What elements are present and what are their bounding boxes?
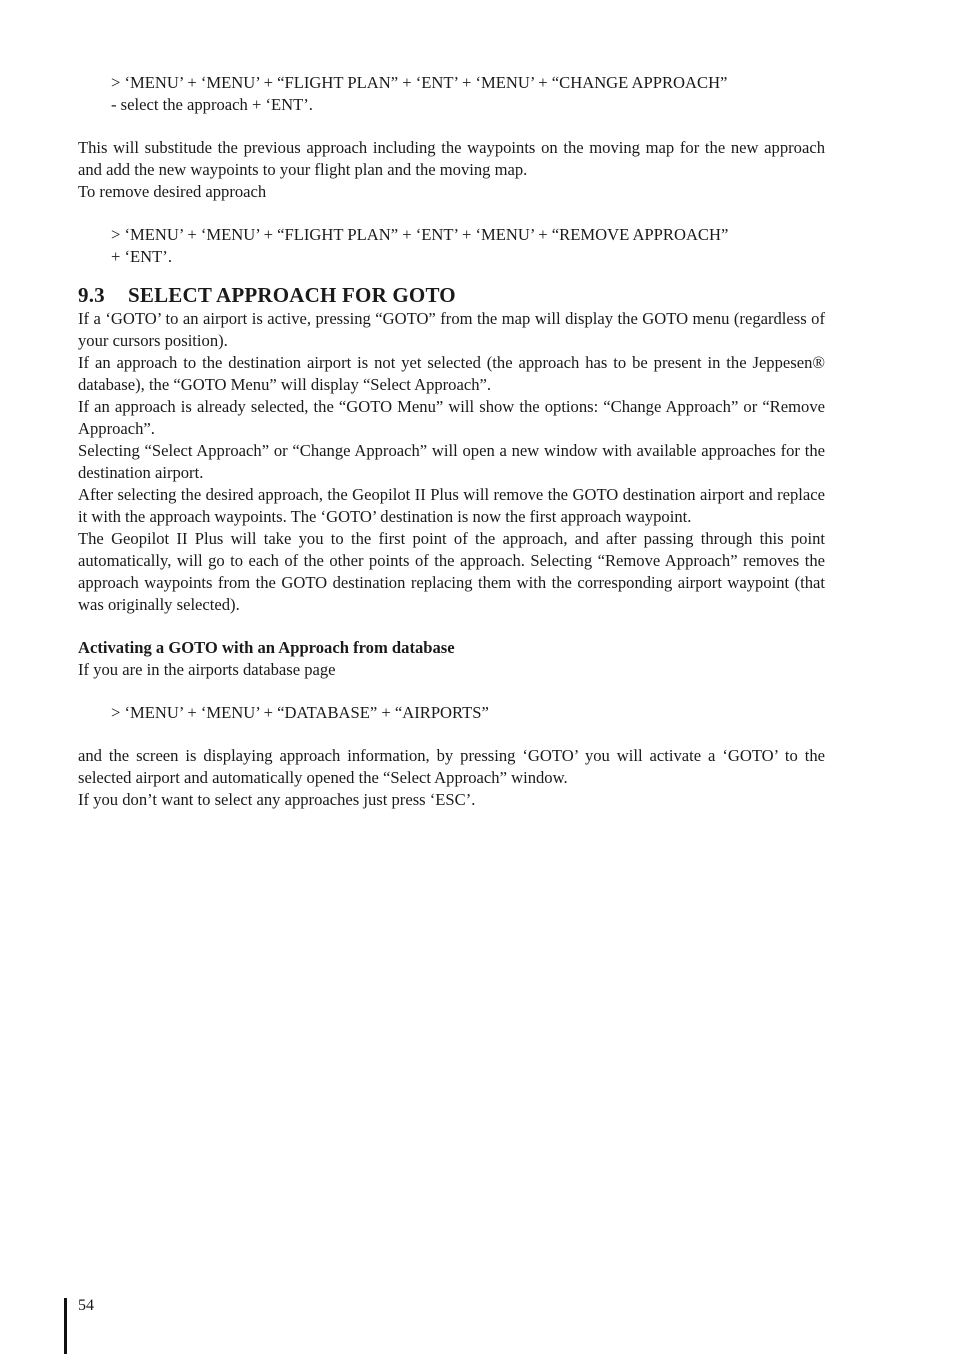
section-heading [78, 282, 825, 308]
paragraph-substitute-approach: This will substitude the previous approach including the waypoints on the moving map for the new approach and add the new waypoints to your flight plan and the moving map. [78, 138, 825, 179]
page-content [78, 72, 825, 811]
paragraph-press-esc: If you don’t want to select any approaches just press ‘ESC’. [78, 790, 476, 809]
section-paragraph: If an approach is already selected, the “GOTO Menu” will show the options: “Change Approach” or “Remove Approach”. [78, 397, 825, 438]
section-paragraph: Selecting “Select Approach” or “Change Approach” will open a new window with available approaches for the destination airport. [78, 441, 825, 482]
section-paragraph: After selecting the desired approach, the Geopilot II Plus will remove the GOTO destination airport and replace it with the approach waypoints. The ‘GOTO’ destination is now the first approach waypoint. [78, 485, 825, 526]
command-database-airports: > ‘MENU’ + ‘MENU’ + “DATABASE” + “AIRPORTS” [111, 703, 489, 722]
subheading-activating-goto: Activating a GOTO with an Approach from database [78, 638, 455, 657]
command-remove-approach-line1: > ‘MENU’ + ‘MENU’ + “FLIGHT PLAN” + ‘ENT’ + ‘MENU’ + “REMOVE APPROACH” [111, 225, 729, 244]
command-change-approach-line1: > ‘MENU’ + ‘MENU’ + “FLIGHT PLAN” + ‘ENT’ + ‘MENU’ + “CHANGE APPROACH” [111, 73, 728, 92]
section-title: SELECT APPROACH FOR GOTO [128, 283, 456, 307]
section-paragraph: The Geopilot II Plus will take you to the first point of the approach, and after passing through this point automatically, will go to each of the other points of the approach. Selecting “Remove Approach” removes the approach waypoints from the GOTO destination replacing them with the corresponding airport waypoint (that was originally selected). [78, 529, 825, 614]
section-paragraph: If an approach to the destination airport is not yet selected (the approach has to be present in the Jeppesen® database), the “GOTO Menu” will display “Select Approach”. [78, 353, 825, 394]
page-number: 54 [78, 1297, 94, 1314]
paragraph-remove-intro: To remove desired approach [78, 182, 267, 201]
section-paragraph: If a ‘GOTO’ to an airport is active, pressing “GOTO” from the map will display the GOTO menu (regardless of your cursors position). [78, 309, 825, 350]
paragraph-airports-intro: If you are in the airports database page [78, 660, 336, 679]
footer-margin-bar [64, 1298, 67, 1354]
paragraph-activate-goto: and the screen is displaying approach information, by pressing ‘GOTO’ you will activate a ‘GOTO’ to the selected airport and automatically opened the “Select Approach” window. [78, 746, 825, 787]
command-change-approach-line2: - select the approach + ‘ENT’. [111, 95, 313, 114]
section-number: 9.3 [78, 283, 105, 307]
command-remove-approach-line2: + ‘ENT’. [111, 247, 172, 266]
